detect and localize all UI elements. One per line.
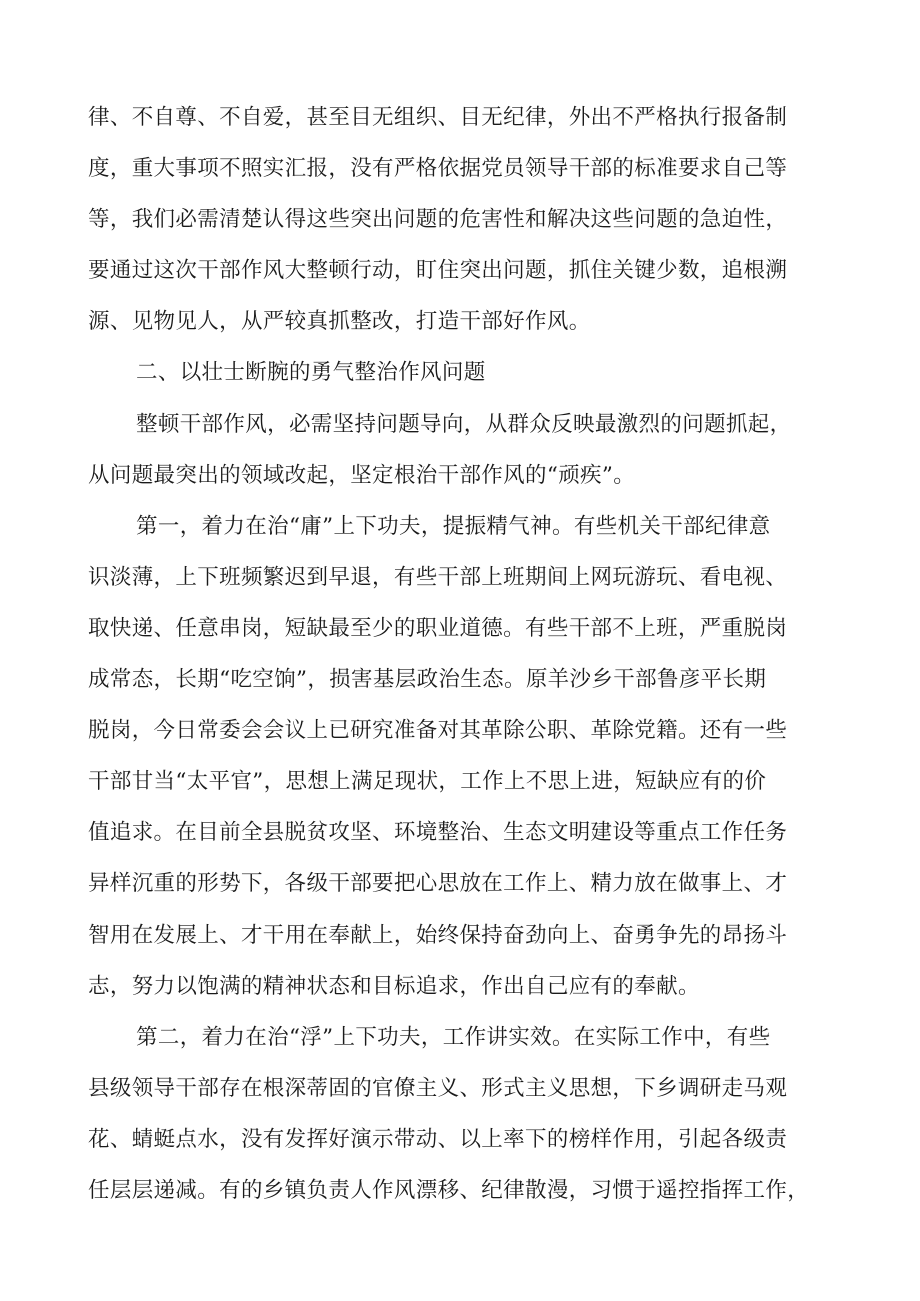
text-line: 等，我们必需清楚认得这些突出问题的危害性和解决这些问题的急迫性，: [88, 207, 788, 233]
paragraph-first-line: 第一，着力在治“庸”上下功夫，提振精气神。有些机关干部纪律意: [136, 513, 771, 539]
text-line: 从问题最突出的领域改起，坚定根治干部作风的“顽疾”。: [88, 462, 636, 488]
text-line: 干部甘当“太平官”，思想上满足现状，工作上不思上进，短缺应有的价: [88, 769, 767, 795]
text-line: 任层层递减。有的乡镇负责人作风漂移、纪律散漫，习惯于遥控指挥工作，: [88, 1177, 810, 1203]
section-heading: 二、以壮士断腕的勇气整治作风问题: [136, 360, 486, 386]
text-line: 取快递、任意串岗，短缺最至少的职业道德。有些干部不上班，严重脱岗: [88, 615, 788, 641]
paragraph-first-line: 第二，着力在治“浮”上下功夫，工作讲实效。在实际工作中，有些: [136, 1024, 771, 1050]
text-line: 成常态，长期“吃空饷”，损害基层政治生态。原羊沙乡干部鲁彦平长期: [88, 667, 767, 693]
text-line: 脱岗，今日常委会会议上已研究准备对其革除公职、革除党籍。还有一些: [88, 718, 788, 744]
text-line: 县级领导干部存在根深蒂固的官僚主义、形式主义思想，下乡调研走马观: [88, 1075, 788, 1101]
text-line: 值追求。在目前全县脱贫攻坚、环境整治、生态文明建设等重点工作任务: [88, 820, 788, 846]
document-body: [88, 92, 834, 1216]
paragraph-first-line: 整顿干部作风，必需坚持问题导向，从群众反映最激烈的问题抓起，: [136, 411, 792, 437]
text-line: 识淡薄，上下班频繁迟到早退，有些干部上班期间上网玩游玩、看电视、: [88, 564, 788, 590]
text-line: 律、不自尊、不自爱，甚至目无组织、目无纪律，外出不严格执行报备制: [88, 105, 788, 130]
text-line: 度，重大事项不照实汇报，没有严格依据党员领导干部的标准要求自己等: [88, 156, 788, 182]
text-line: 志，努力以饱满的精神状态和目标追求，作出自己应有的奉献。: [88, 973, 700, 999]
text-line: 异样沉重的形势下，各级干部要把心思放在工作上、精力放在做事上、才: [88, 871, 788, 897]
text-line: 花、蜻蜓点水，没有发挥好演示带动、以上率下的榜样作用，引起各级责: [88, 1126, 788, 1152]
text-line: 智用在发展上、才干用在奉献上，始终保持奋劲向上、奋勇争先的昂扬斗: [88, 922, 788, 948]
text-line: 源、见物见人，从严较真抓整改，打造干部好作风。: [88, 309, 591, 335]
text-line: 要通过这次干部作风大整顿行动，盯住突出问题，抓住关键少数，追根溯: [88, 258, 788, 284]
